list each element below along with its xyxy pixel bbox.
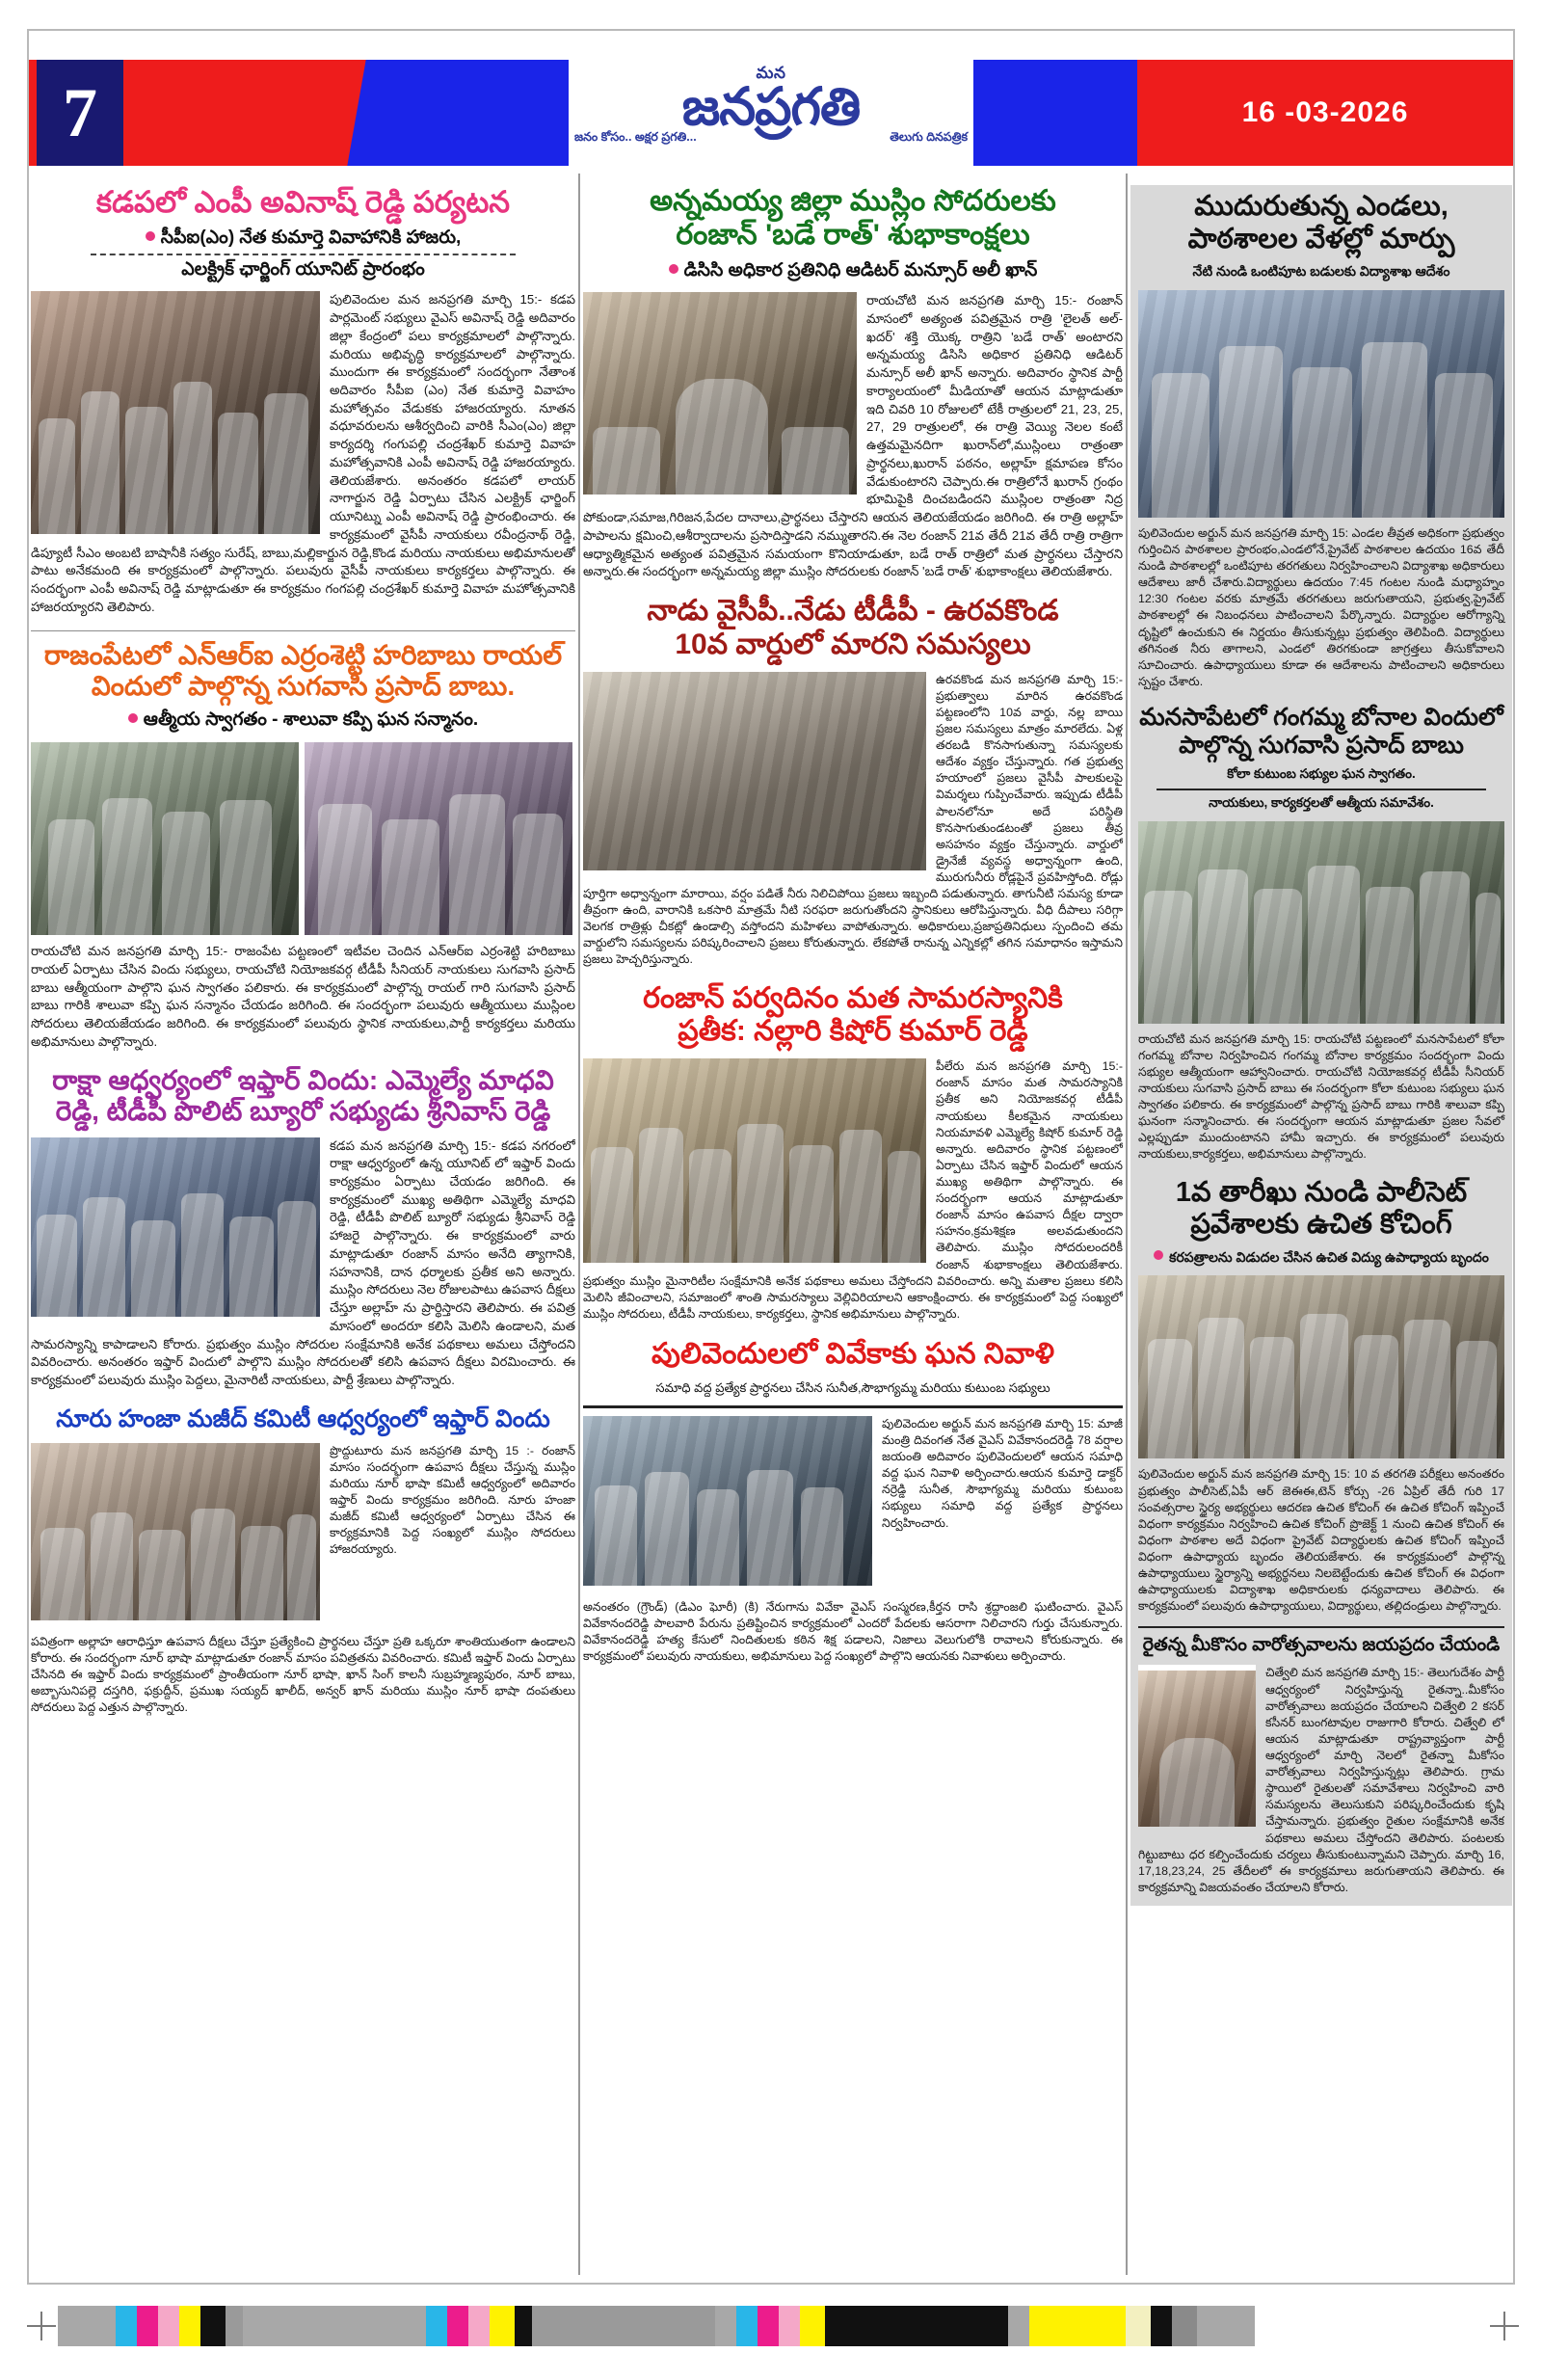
masthead-date-band	[1137, 60, 1513, 166]
color-swatch	[1151, 2306, 1172, 2346]
article-photo	[31, 291, 320, 534]
section-rule	[583, 1405, 1123, 1408]
left-column	[31, 185, 575, 1716]
article-photo	[1138, 290, 1504, 518]
article-body: పులివెందుల అర్జున్ మన జనప్రగతి మార్చి 15: ఎండల తీవ్రత అధికంగా ప్రభుత్వం గుర్తించిన పాఠశాలల ప్రారంభం,ఎండలోనే,ప్రైవేట్ పాఠశాలల ఉదయం 16వ తేదీ నుండి పాఠశాలల్లో ఒంటిపూట తరగతులు నిర్వహించాలని విద్యాశాఖ అధికారులు ఆదేశాలు జారీ చేశారు.విద్యార్థులు ఉదయం 7:45 గంటల నుండి మధ్యాహ్నం 12:30 గంటల వరకు మాత్రమే తరగతులు జరుగుతాయని, ప్రభుత్వ,ప్రైవేట్ పాఠశాలల్లో ఈ నిబంధనలు పాటించాలని పేర్కొన్నారు. విద్యార్థుల ఆరోగ్యాన్ని దృష్టిలో ఉంచుకుని ఈ నిర్ణయం తీసుకున్నట్లు ప్రభుత్వం తెలిపింది. విద్యార్థులు తగినంత నీరు తాగాలని, ఎండలో తిరగకుండా జాగ్రత్తలు తీసుకోవాలని సూచించారు. ఉపాధ్యాయులు కూడా ఈ ఆదేశాలను పాటించాలని అధికారులు స్పష్టం చేశారు.	[1138, 525, 1504, 688]
subheadline: నేటి నుండి ఒంటిపూట బడులకు విద్యాశాఖ ఆదేశం	[1192, 263, 1450, 280]
solid-rule	[1138, 1626, 1504, 1628]
headline-line-2: పాఠశాలల వేళల్లో మార్పు	[1187, 223, 1455, 254]
color-swatch	[1197, 2306, 1255, 2346]
subheadline: సమాధి వద్ద ప్రత్యేక ప్రార్థనలు చేసిన సునీత,సౌభాగ్యమ్మ మరియు కుటుంబ సభ్యులు	[655, 1379, 1050, 1395]
color-swatch	[1172, 2306, 1197, 2346]
color-swatch	[1008, 2306, 1029, 2346]
headline-line-1: రంజాన్ పర్వదినం మత సామరస్యానికి	[643, 981, 1063, 1014]
headline-line-1: రాక్షా ఆధ్వర్యంలో ఇఫ్తార్ విందు: ఎమ్మెల్యే మాధవి	[52, 1064, 554, 1095]
headline-line-2: పాల్గొన్న సుగవాసి ప్రసాద్ బాబు	[1179, 731, 1464, 759]
article-photo	[583, 672, 926, 870]
bullet-icon	[1154, 1250, 1163, 1260]
middle-column	[583, 185, 1123, 1665]
article-rajampet-nri-feast	[31, 640, 575, 1052]
subheadline-2: ఎలక్ట్రిక్ ఛార్జింగ్ యూనిట్ ప్రారంభం	[181, 258, 425, 280]
headline-line-2: రెడ్డి, టీడీపీ పొలిట్ బ్యూరో సభ్యుడు శ్రీనివాస్ రెడ్డి	[55, 1096, 551, 1127]
color-swatch	[243, 2306, 426, 2346]
article-nuru-hamza-masjid-iftar	[31, 1405, 575, 1717]
article-kadapa-mp-tour	[31, 185, 575, 617]
article-manasapeta-gangamma-bonalu	[1138, 704, 1504, 1163]
column-divider-1	[578, 174, 580, 2275]
dateline: ఉరవకొండ మన జనప్రగతి మార్చి 15:-	[936, 672, 1123, 686]
headline-line-2: ప్రవేశాలకు ఉచిత కోచింగ్	[1190, 1209, 1452, 1241]
color-swatch	[825, 2306, 1008, 2346]
color-swatch	[468, 2306, 490, 2346]
headline-line-1: రాజంపేటలో ఎన్ఆర్ఐ ఎర్రంశెట్టి హరిబాబు రాయల్	[43, 639, 563, 670]
article-body: పులివెందుల అర్జున్ మన జనప్రగతి మార్చి 15: 10 వ తరగతి పరీక్షలు అనంతరం ప్రభుత్వం పాలీసెట్,ఏపీ ఆర్ జెఈఈ,టెన్ కోర్సు -26 ఏప్రిల్ తేదీ గురి 17 సంవత్సరాల స్థైర్య అభ్యర్థులు ఆదరణ ఉచిత కోచింగ్ ఈ ఉచిత కోచింగ్ ఇప్పించే విధంగా కార్యక్రమం నిర్వహించి ఉచిత కోచింగ్ ప్రొజెక్ట్ 1 నుంచి ఉచిత కోచింగ్ ఈ విధంగా పాఠశాల అదే విధంగా ప్రైవేట్ విద్యార్థులకు ఉచిత కోచింగ్ ఇప్పించే విధంగా ఉపాధ్యాయ బృందం తెలియజేశారు. ఈ కార్యక్రమంలో పాల్గొన్న ఉపాధ్యాయులు స్థైర్యాన్ని అభ్యర్థనలు నిలబెట్టేందుకు ఉచిత కోచింగ్ ఈ విధంగా ఉపాధ్యాయులకు విద్యాశాఖ అధికారులకు ధన్యవాదాలు తెలిపారు. ఈ కార్యక్రమంలో పలువురు ఉపాధ్యాయులు, విద్యార్థులు, తల్లిదండ్రులు పాల్గొన్నారు.	[1138, 1467, 1504, 1614]
article-photo	[31, 1137, 320, 1317]
color-swatch	[532, 2306, 715, 2346]
article-body: చిత్వేలి మన జనప్రగతి మార్చి 15:- తెలుగుదేశం పార్టీ ఆధ్వర్యంలో నిర్వహిస్తున్న రైతన్నా..మీకోసం వారోత్సవాలు జయప్రదం చేయాలని చిత్వేలి 2 కసర్ కసీనర్ బుంగటావుల రాజుగారి కోరారు. చిత్వేలి లో ఆయన మాట్లాడుతూ రాష్ట్రవ్యాప్తంగా పార్టీ ఆధ్వర్యంలో మార్చి నెలలో రైతన్నా మీకోసం వారోత్సవాలు నిర్వహిస్తున్నట్లు తెలిపారు. గ్రామ స్థాయిలో రైతులతో సమావేశాలు నిర్వహించి వారి సమస్యలను తెలుసుకుని పరిష్కరించేందుకు కృషి చేస్తామన్నారు. ప్రభుత్వం రైతుల సంక్షేమానికి అనేక పథకాలు అమలు చేస్తోందని తెలిపారు. పంటలకు గిట్టుబాటు ధర కల్పించేందుకు చర్యలు తీసుకుంటున్నామని చెప్పారు. మార్చి 16, 17,18,23,24, 25 తేదీలలో ఈ కార్యక్రమాలు జరుగుతాయని తెలిపారు. ఈ కార్యక్రమాన్ని విజయవంతం చేయాలని కోరారు.	[1138, 1666, 1504, 1894]
color-swatch	[800, 2306, 825, 2346]
subheadline: కరపత్రాలను విడుదల చేసిన ఉచిత విద్యు ఉపాధ్యాయ బృందం	[1138, 1248, 1504, 1268]
color-swatch	[179, 2306, 200, 2346]
color-swatch	[158, 2306, 179, 2346]
masthead-kicker: మన	[756, 64, 786, 82]
portrait-photo	[1138, 1665, 1256, 1827]
headline-line-1: మనసాపేటలో గంగమ్మ బోనాల విందులో	[1139, 703, 1503, 731]
color-swatch	[137, 2306, 158, 2346]
page-number-badge: 7	[37, 60, 123, 166]
color-swatch	[736, 2306, 758, 2346]
masthead-logo	[569, 60, 973, 166]
subheadline: ఆత్మీయ స్వాగతం - శాలువా కప్పి ఘన సన్మానం.	[31, 709, 575, 733]
article-annamayya-ramzan-greetings	[583, 185, 1123, 581]
masthead-title: జనప్రగతి	[681, 78, 861, 136]
right-column	[1130, 185, 1512, 1906]
headline: నూరు హంజా మజీద్ కమిటీ ఆధ్వర్యంలో ఇఫ్తార్ విందు	[56, 1404, 550, 1432]
article-body: రాయచోటి మన జనప్రగతి మార్చి 15:- రాజంపేట పట్టణంలో ఇటీవల చెందిన ఎన్ఆర్ఐ ఎర్రంశెట్టి హరిబాబు రాయల్ ఏర్పాటు చేసిన విందు సభ్యులు, రాయచోటి నియోజకవర్గ టీడీపీ సీనియర్ నాయకులు సుగవాసి ప్రసాద్ బాబు ఆత్మీయంగా పాల్గొని ఘన స్వాగతం పలికారు. ఈ కార్యక్రమంలో పాల్గొన్న రాయల్ గారి సుగవాసి ప్రసాద్ బాబు గారికి శాలువా కప్పి ఘన సన్మానం చేయడం జరిగింది. ఈ సందర్భంగా పలువురు ఆత్మీయులు ముస్లింల సోదరులు తెలియజేయడం జరిగింది. ఈ కార్యక్రమంలో పలువురు స్థానిక నాయకులు,పార్టీ కార్యకర్తలు మరియు అభిమానులు పాల్గొన్నారు.	[31, 944, 575, 1049]
article-ramzan-harmony-kishore-reddy	[583, 982, 1123, 1323]
article-raithanna-meekosam	[1138, 1626, 1504, 1896]
color-swatch	[515, 2306, 532, 2346]
color-swatch	[226, 2306, 243, 2346]
registration-mark-left	[27, 2312, 56, 2340]
color-swatch	[58, 2306, 116, 2346]
article-body-continued: పవిత్రంగా అల్లాహ ఆరాధిస్తూ ఉపవాస దీక్షలు చేస్తూ ప్రత్యేకించి ప్రార్థనలు చేస్తూ ప్రతి ఒక్కరూ శాంతియుతంగా ఉండాలని కోరారు. ఈ సందర్భంగా నూర్ భాషా మాట్లాడుతూ రంజాన్ మాసం పవిత్రతను వివరించారు. కమిటీ ఇఫ్తార్ విందు ఏర్పాటు చేసినది ఈ ఇఫ్తార్ విందు కార్యక్రమంలో ప్రాంతీయంగా నూర్ భాషా, ఖాన్ సింగ్ కాలనీ సుబ్రహ్మణ్యపురం, నూర్ బాబు, అబ్బాసునిపల్లె దస్తగిరి, ఫక్రుద్దీన్, ప్రముఖ సయ్యద్ ఖాలీద్, అన్వర్ ఖాన్ మరియు ముస్లిం నూర్ భాషా దంపతులు సోదరులు పెద్ద ఎత్తున పాల్గొన్నారు.	[31, 1634, 575, 1715]
article-raksha-iftar	[31, 1065, 575, 1390]
headline-line-2: ప్రతీక: నల్లారి కిషోర్ కుమార్ రెడ్డి	[678, 1015, 1028, 1048]
article-body-continued: అనంతరం (గ్రౌండ్) (డిఎం ఘోరీ) (కి) నేరుగాను వివేకా వైఎస్ సంస్మరణ,కీర్తన రాసి శ్రద్ధాంజలి ఘటించారు. వైఎస్ వివేకానందరెడ్డి పాలవారి పేరును ప్రతిష్టించిన కార్యక్రమంలో ఎందరో పేదలకు ఆసరాగా నిలిచారని గుర్తు చేసుకున్నారు. వివేకానందరెడ్డి హత్య కేసులో నిందితులకు కఠిన శిక్ష పడాలని, నిజాలు వెలుగులోకి రావాలని కోరుకున్నారు. ఈ కార్యక్రమంలో పలువురు నాయకులు, అభిమానులు పెద్ద సంఖ్యలో పాల్గొని ఆయనకు నివాళులు అర్పించారు.	[583, 1599, 1123, 1664]
section-rule	[31, 630, 575, 631]
article-body: ఉరవకొండ మన జనప్రగతి మార్చి 15:- ప్రభుత్వాలు మారిన ఉరవకొండ పట్టణంలోని 10వ వార్డు, నల్ల బాయి ప్రజల సమస్యలు మాత్రం మారలేదు. ఏళ్ల తరబడి కొనసాగుతున్నా సమస్యలకు ఆదేశం వ్యక్తం చేస్తున్నారు. గత ప్రభుత్వ హయాంలో ప్రజలు వైసీపీ పాలకులపై విమర్శలు గుప్పించేవారు. ఇప్పుడు టీడీపీ పాలనలోనూ అదే పరిస్థితి కొనసాగుతుండటంతో ప్రజలు తీవ్ర అసహనం వ్యక్తం చేస్తున్నారు. వార్డులో డ్రైనేజీ వ్యవస్థ అధ్వాన్నంగా ఉంది, మురుగునీరు రోడ్లపైనే ప్రవహిస్తోంది. రోడ్లు పూర్తిగా అధ్వాన్నంగా మారాయి, వర్షం పడితే నీరు నిలిచిపోయి ప్రజలు ఇబ్బంది పడుతున్నారు. తాగునీటి సమస్య కూడా తీవ్రంగా ఉంది, వారానికి ఒకసారి మాత్రమే నీటి సరఫరా జరుగుతోందని స్థానికులు ఆరోపిస్తున్నారు. వీధి దీపాలు సరిగ్గా వెలగక రాత్రిళ్లు చీకట్లో ఉండాల్సి వస్తోందని మహిళలు వాపోతున్నారు. అధికారులు,ప్రజాప్రతినిధులు స్పందించి తమ వార్డులోని సమస్యలను పరిష్కరించాలని ప్రజలు కోరుతున్నారు. లేకపోతే రానున్న ఎన్నికల్లో తగిన సమాధానం ఇస్తామని ప్రజలు హెచ్చరిస్తున్నారు.	[583, 672, 1123, 967]
color-swatch	[758, 2306, 779, 2346]
article-body: ప్రొద్దుటూరు మన జనప్రగతి మార్చి 15 :- రంజాన్ మాసం సందర్భంగా ఉపవాస దీక్షలు చేస్తున్న ముస్లిం మరియు నూర్ భాషా కమిటీ ఆధ్వర్యంలో అదివారం ఇఫ్తార్ విందు కార్యక్రమం జరిగింది. నూరు హంజా మజీద్ కమిటీ ఆధ్వర్యంలో ఏర్పాటు చేసిన ఈ కార్యక్రమానికి పెద్ద సంఖ్యలో ముస్లిం సోదరులు హాజరయ్యారు.	[330, 1443, 575, 1557]
headline-line-2: రంజాన్ 'బడే రాత్' శుభాకాంక్షలు	[676, 218, 1030, 251]
dateline: పీలేరు మన జనప్రగతి మార్చి 15:-	[936, 1059, 1123, 1074]
headline: రైతన్న మీకొసం వారోత్సవాలను జయప్రదం చేయండి	[1142, 1635, 1501, 1656]
column-divider-2	[1126, 174, 1128, 2275]
headline-line-1: 1వ తారీఖు నుండి పాలీసెట్	[1175, 1176, 1468, 1208]
solid-rule	[1156, 789, 1486, 790]
article-body: పులివెందుల మన జనప్రగతి మార్చి 15:- కడప పార్లమెంట్ సభ్యులు వైఎస్ అవినాష్ రెడ్డి అదివారం జిల్లా కేంద్రంలో పలు కార్యక్రమాలలో పాల్గొన్నారు. మరియు అభివృద్ధి కార్యక్రమాలలో పాల్గొన్నారు. ముందుగా ఈ కార్యక్రమంలో సందర్భంగా నేతాంశ అదివారం సీపీఐ (ఎం) నేత కుమార్తె వివాహం మహోత్సవం వేడుకకు హాజరయ్యారు. నూతన వధూవరులను ఆశీర్వదించి వారికి సీఎం(ఎం) జిల్లా కార్యదర్శి గంగుపల్లి చంద్రశేఖర్ కుమార్తె వివాహ మహోత్సవానికి ఎంపీ అవినాష్ రెడ్డి హాజరయ్యారు. తెలియజేశారు. అనంతరం కడపలో లాయర్ నాగార్జున రెడ్డి ఏర్పాటు చేసిన ఎలక్ట్రిక్ ఛార్జింగ్ యూనిట్ను ఎంపీ అవినాష్ రెడ్డి ప్రారంభించారు. ఈ కార్యక్రమంలో వైసీపీ నాయకులు రవీంద్రనాథ్ రెడ్డి, డిప్యూటీ సీఎం అంబటి బాషానీకి సత్యం సురేష్, బాబు,మల్లికార్జున రెడ్డి,కొండ మరియు నాయకులు అభిమానులతో పాటు అనేకమంది ఈ కార్యక్రమంలో పాల్గొన్నారు. పలువురు వైసీపీ నాయకులు కార్యకర్తలు పాల్గొన్నారు. ఈ సందర్భంగా ఎంపీ అవినాష్ రెడ్డి మాట్లాడుతూ ఈ కార్యక్రమం గంగపల్లి చంద్రశేఖర్ కుమార్తె వివాహ మహోత్సవానికి హాజరయ్యారని తెలిపారు.	[31, 292, 575, 614]
dateline: పులివెందుల మన జనప్రగతి మార్చి 15:-	[330, 292, 543, 308]
color-swatch	[426, 2306, 447, 2346]
bullet-icon	[146, 231, 155, 241]
article-pulivendula-viveka-tribute	[583, 1338, 1123, 1665]
article-school-timings-heat	[1138, 191, 1504, 690]
subheadline-2: నాయకులు, కార్యకర్తలతో ఆత్మీయ సమావేశం.	[1209, 794, 1434, 810]
headline: కడపలో ఎంపీ అవినాష్ రెడ్డి పర్యటన	[95, 185, 511, 219]
article-body: పీలేరు మన జనప్రగతి మార్చి 15:- రంజాన్ మాసం మత సామరస్యానికి ప్రతీక అని నియోజకవర్గ టీడీపీ నాయకులు కీలకమైన నాయకులు నియమావళి ఎమ్మెల్యే కిషోర్ కుమార్ రెడ్డి అన్నారు. అదివారం స్థానిక పట్టణంలో ఏర్పాటు చేసిన ఇఫ్తార్ విందులో ఆయన ముఖ్య అతిథిగా పాల్గొన్నారు. ఈ సందర్భంగా ఆయన మాట్లాడుతూ రంజాన్ మాసం ఉపవాస దీక్షల ద్వారా సహనం,క్రమశిక్షణ అలవడుతుందని తెలిపారు. ముస్లిం సోదరులందరికీ రంజాన్ శుభాకాంక్షలు తెలియజేశారు. ప్రభుత్వం ముస్లిం మైనారిటీల సంక్షేమానికి అనేక పథకాలు అమలు చేస్తోందని వివరించారు. అన్ని మతాల ప్రజలు కలిసి మెలిసి జీవించాలని, సమాజంలో శాంతి సామరస్యాలు వెల్లివిరియాలని ఆకాంక్షించారు. ఈ కార్యక్రమంలో పెద్ద సంఖ్యలో ముస్లిం సోదరులు, టీడీపీ నాయకులు, కార్యకర్తలు, స్థానిక అభిమానులు పాల్గొన్నారు.	[583, 1059, 1123, 1321]
color-swatch	[1126, 2306, 1151, 2346]
article-photo	[1138, 1275, 1504, 1458]
article-body: రాయచోటి మన జనప్రగతి మార్చి 15: రాయచోటి పట్టణంలో మనసాపేటలో కోలా గంగమ్మ బోనాల నిర్వహించిన గంగమ్మ బోనాల కార్యక్రమం సందర్భంగా విందు సభ్యుల ఆత్మీయంగా ఆహ్వానించారు. రాయచోటి నియోజకవర్గ టీడీపీ సీనియర్ నాయకులు సుగవాసి ప్రసాద్ బాబు ఈ సందర్భంగా కోలా కుటుంబ సభ్యులు ఘన స్వాగతం పలికారు. ఈ కార్యక్రమంలో పాల్గొన్న ప్రసాద్ బాబు గారికి శాలువా కప్పి ఘనంగా సన్మానించారు. ఈ సందర్భంగా ఆయన మాట్లాడుతూ ప్రజల సేవలో ఎల్లప్పుడూ ముందుంటానని హామీ ఇచ్చారు. ఈ కార్యక్రమంలో పలువురు నాయకులు,కార్యకర్తలు, అభిమానులు పాల్గొన్నారు.	[1138, 1031, 1504, 1162]
publication-date: 16 -03-2026	[1241, 96, 1409, 128]
article-body: రాయచోటి మన జనప్రగతి మార్చి 15:- రంజాన్ మాసంలో అత్యంత పవిత్రమైన రాత్రి 'లైలత్ అల్-ఖదర్' శక్తి యొక్క రాత్రిని 'బడే రాత్' అంటారని అన్నమయ్య డిసిసి అధికార ప్రతినిధి ఆడిటర్ మన్సూర్ అలీ ఖాన్ అన్నారు. అదివారం స్థానిక పార్టీ కార్యాలయంలో మీడియాతో ఆయన మాట్లాడుతూ ఇది చివరి 10 రోజులలో టేకీ రాత్రులలో 21, 23, 25, 27, 29 రాత్రులలో, ఈ రాత్రి వెయ్యి నెలల కంటే ఉత్తమమైనదిగా ఖురాన్‌లో,ముస్లింలు రాత్రంతా ప్రార్థనలు,ఖురాన్ పఠనం, అల్లాహ్ క్షమాపణ కోసం వేడుకుంటారని చెప్పారు.ఈ రాత్రిలోనే ఖురాన్ గ్రంథం భూమిపైకి దించబడిందని ముస్లింల రాత్రంతా నిద్ర పోకుండా,సమాజ,గిరిజన,పేదల దానాలు,ప్రార్థనలు చేస్తారని ఆయన తెలియజేయడం జరిగింది. ఈ రాత్రి అల్లాహ్ పాపాలను క్షమించి,ఆశీర్వాదాలను ప్రసాదిస్తాడని నమ్ముతారని.ఈ నెల రంజాన్ 21వ తేదీ 21వ తేదీ రాత్రి రాత్రిగా ఆధ్యాత్మికమైన అత్యంత పవిత్రమైన సమయంగా కొనియాడుతూ, బడే రాత్ రాత్రిలో మత ప్రార్థనలు చేస్తారని అన్నారు.ఈ సందర్భంగా అన్నమయ్య జిల్లా ముస్లిం సోదరులకు రంజాన్ 'బడే రాత్' శుభాకాంక్షలు తెలియజేశారు.	[583, 293, 1123, 579]
color-swatch	[779, 2306, 800, 2346]
article-photo	[583, 1416, 872, 1586]
article-photo	[31, 1443, 320, 1620]
subheadline-1: కోలా కుటుంబ సభ్యుల ఘన స్వాగతం.	[1227, 765, 1416, 781]
article-photo	[583, 292, 857, 495]
headline-line-2: 10వ వార్డులో మారని సమస్యలు	[675, 628, 1031, 660]
article-photo-right	[305, 742, 572, 935]
headline-line-1: అన్నమయ్య జిల్లా ముస్లిం సోదరులకు	[650, 185, 1056, 217]
color-swatch	[715, 2306, 736, 2346]
article-body: పులివెందుల అర్జున్ మన జనప్రగతి మార్చి 15: మాజీ మంత్రి దివంగత నేత వైఎస్ వివేకానందరెడ్డి 78 వర్షాల జయంతి అదివారం పులివెందులలో ఆయన సమాధి వద్ద ఘన నివాళి అర్పించారు.ఆయన కుమార్తె డాక్టర్ నర్రెడ్డి సునీత, సౌభాగ్యమ్మ మరియు కుటుంబ సభ్యులు సమాధి వద్ద ప్రత్యేక ప్రార్థనలు నిర్వహించారు.	[882, 1416, 1123, 1530]
color-swatch	[116, 2306, 137, 2346]
color-swatch	[1029, 2306, 1126, 2346]
headline-line-2: విందులో పాల్గొన్న సుగవాసి ప్రసాద్ బాబు.	[91, 671, 516, 702]
bullet-icon	[128, 713, 138, 723]
headline: పులివెందులలో వివేకాకు ఘన నివాళి	[651, 1337, 1054, 1370]
registration-mark-right	[1490, 2312, 1519, 2340]
color-registration-bar	[58, 2306, 1484, 2346]
dashed-rule	[91, 254, 516, 255]
subheadline: డిసిసి అధికార ప్రతినిధి ఆడిటర్ మన్సూర్ అలీ ఖాన్	[583, 259, 1123, 283]
color-swatch	[490, 2306, 515, 2346]
article-polycet-free-coaching	[1138, 1177, 1504, 1616]
headline-line-1: ముదురుతున్న ఎండలు,	[1194, 191, 1449, 222]
article-uravakonda-ward10	[583, 595, 1123, 969]
masthead-tagline-right: తెలుగు దినపత్రిక	[890, 130, 968, 145]
color-swatch	[447, 2306, 468, 2346]
article-photo	[583, 1058, 926, 1263]
bullet-icon	[669, 264, 678, 274]
headline-line-1: నాడు వైసీపీ..నేడు టీడీపీ - ఉరవకొండ	[647, 595, 1059, 628]
article-body: కడప మన జనప్రగతి మార్చి 15:- కడప నగరంలో రాక్షా ఆధ్వర్యంలో ఉన్న యూనిట్ లో ఇఫ్తార్ విందు కార్యక్రమం ఏర్పాటు చేయడం జరిగింది. ఈ కార్యక్రమంలో ముఖ్య అతిథిగా ఎమ్మెల్యే మాధవి రెడ్డి, టీడీపీ పొలిట్ బ్యూరో సభ్యుడు శ్రీనివాస్ రెడ్డి హాజరై పాల్గొన్నారు. ఈ కార్యక్రమంలో వారు మాట్లాడుతూ రంజాన్ మాసం అనేది త్యాగానికి, సహనానికి, దాన ధర్మాలకు ప్రతీక అని అన్నారు. ముస్లిం సోదరులు నెల రోజులపాటు ఉపవాస దీక్షలు చేస్తూ అల్లాహ్ ను ప్రార్థిస్తారని తెలిపారు. ఈ పవిత్ర మాసంలో అందరూ కలిసి మెలిసి ఉండాలని, మత సామరస్యాన్ని కాపాడాలని కోరారు. ప్రభుత్వం ముస్లిం సోదరుల సంక్షేమానికి అనేక పథకాలు అమలు చేస్తోందని వివరించారు. అనంతరం ఇఫ్తార్ విందులో పాల్గొని ముస్లిం సోదరులతో కలిసి ఉపవాస దీక్షలు విరమించారు. ఈ కార్యక్రమంలో పలువురు ముస్లిం పెద్దలు, మైనారిటీ నాయకులు, పార్టీ శ్రేణులు పాల్గొన్నారు.	[31, 1137, 575, 1388]
article-photo-left	[31, 742, 299, 935]
color-swatch	[200, 2306, 226, 2346]
article-photo	[1138, 821, 1504, 1024]
subheadline-1: సీపీఐ(ఎం) నేత కుమార్తె వివాహానికి హాజరు,	[31, 227, 575, 251]
masthead	[29, 60, 1513, 166]
masthead-tagline-left: జనం కోసం.. అక్షర ప్రగతి...	[574, 130, 697, 145]
